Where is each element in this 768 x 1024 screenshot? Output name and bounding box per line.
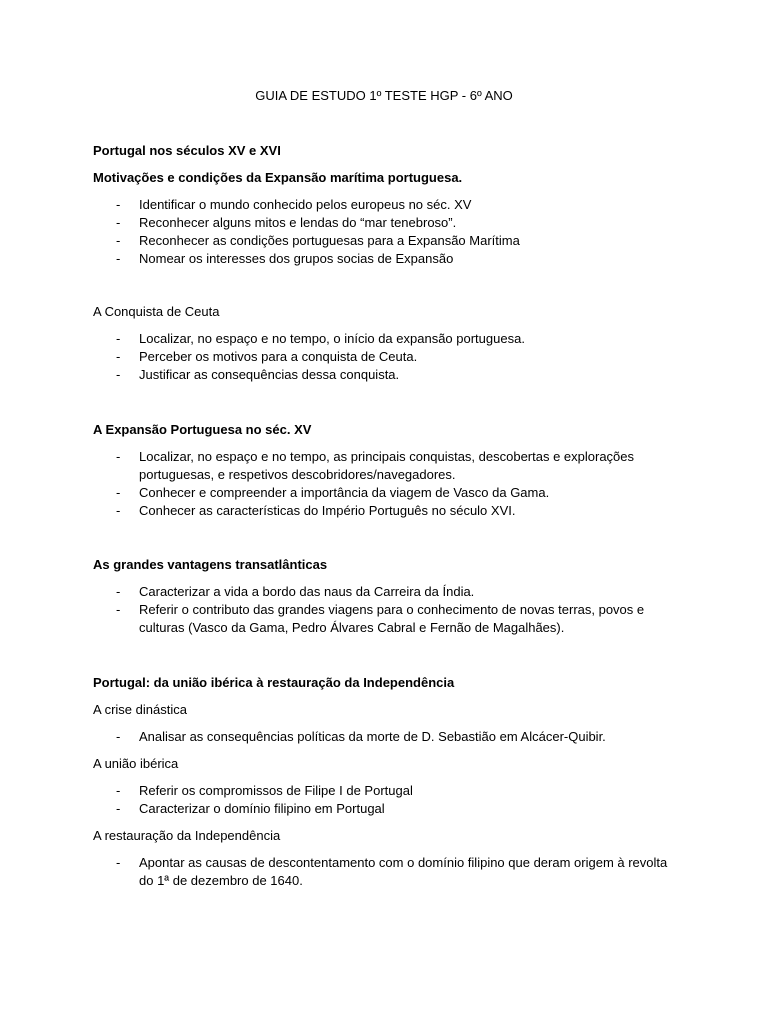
list-item: [93, 782, 688, 800]
dash-bullet: -: [116, 367, 121, 382]
list-item: [93, 484, 688, 502]
list-item-text: Nomear os interesses dos grupos socias de Expansão: [139, 251, 454, 266]
dash-bullet: -: [116, 197, 121, 212]
list-item-text: Conhecer as características do Império Português no século XVI.: [139, 503, 516, 518]
dash-bullet: -: [116, 215, 121, 230]
dash-bullet: -: [116, 602, 121, 617]
list-item: [93, 232, 688, 250]
bullet-list: [93, 782, 688, 818]
dash-bullet: -: [116, 251, 121, 266]
subsection-label: A restauração da Independência: [93, 828, 281, 843]
bullet-list: [93, 196, 688, 268]
list-item: [93, 583, 688, 601]
section-heading: As grandes vantagens transatlânticas: [93, 557, 328, 572]
list-item-text: Localizar, no espaço e no tempo, o início da expansão portuguesa.: [139, 331, 525, 346]
list-item-text-continued: culturas (Vasco da Gama, Pedro Álvares Cabral e Fernão de Magalhães).: [139, 620, 565, 635]
list-item: [93, 214, 688, 232]
bullet-list: [93, 448, 688, 520]
dash-bullet: -: [116, 449, 121, 464]
list-item: [93, 366, 688, 384]
dash-bullet: -: [116, 331, 121, 346]
list-item-text: Reconhecer alguns mitos e lendas do “mar tenebroso”.: [139, 215, 457, 230]
list-item-text: Caracterizar o domínio filipino em Portugal: [139, 801, 385, 816]
section-uniao-iberica-restauracao: [93, 674, 688, 890]
section-heading: Portugal nos séculos XV e XVI: [93, 143, 281, 158]
dash-bullet: -: [116, 349, 121, 364]
list-item-text: Conhecer e compreender a importância da viagem de Vasco da Gama.: [139, 485, 550, 500]
list-item-text: Identificar o mundo conhecido pelos europeus no séc. XV: [139, 197, 472, 212]
dash-bullet: -: [116, 729, 121, 744]
section-portugal-xv-xvi: [93, 142, 688, 268]
list-item-text: Referir os compromissos de Filipe I de Portugal: [139, 783, 413, 798]
dash-bullet: -: [116, 783, 121, 798]
section-expansao-xv: [93, 421, 688, 520]
section-heading: Portugal: da união ibérica à restauração da Independência: [93, 675, 455, 690]
list-item: [93, 448, 688, 484]
document-title: GUIA DE ESTUDO 1º TESTE HGP - 6º ANO: [255, 88, 513, 103]
list-item: [93, 502, 688, 520]
list-item-text: Justificar as consequências dessa conquista.: [139, 367, 400, 382]
section-vantagens-transatlanticas: [93, 556, 688, 637]
section-heading: A Conquista de Ceuta: [93, 304, 220, 319]
subsection-label: A crise dinástica: [93, 702, 187, 717]
list-item-text: Caracterizar a vida a bordo das naus da Carreira da Índia.: [139, 584, 475, 599]
list-item: [93, 800, 688, 818]
list-item-text-continued: do 1ª de dezembro de 1640.: [139, 873, 303, 888]
dash-bullet: -: [116, 584, 121, 599]
dash-bullet: -: [116, 801, 121, 816]
list-item: [93, 728, 688, 746]
bullet-list: [93, 583, 688, 637]
bullet-list: [93, 854, 688, 890]
section-subheading: Motivações e condições da Expansão marítima portuguesa.: [93, 170, 463, 185]
list-item: [93, 196, 688, 214]
list-item: [93, 250, 688, 268]
list-item-text: Localizar, no espaço e no tempo, as principais conquistas, descobertas e explorações: [139, 449, 635, 464]
list-item: [93, 601, 688, 637]
list-item-text: Analisar as consequências políticas da morte de D. Sebastião em Alcácer-Quibir.: [139, 729, 606, 744]
list-item-text: Apontar as causas de descontentamento com o domínio filipino que deram origem à revolta: [139, 855, 668, 870]
dash-bullet: -: [116, 503, 121, 518]
list-item: [93, 330, 688, 348]
subsection-label: A união ibérica: [93, 756, 179, 771]
dash-bullet: -: [116, 233, 121, 248]
section-heading: A Expansão Portuguesa no séc. XV: [93, 422, 312, 437]
list-item-text: Perceber os motivos para a conquista de Ceuta.: [139, 349, 418, 364]
list-item-text: Reconhecer as condições portuguesas para a Expansão Marítima: [139, 233, 520, 248]
bullet-list: [93, 728, 688, 746]
section-conquista-ceuta: [93, 303, 688, 384]
dash-bullet: -: [116, 855, 121, 870]
list-item-text-continued: portuguesas, e respetivos descobridores/navegadores.: [139, 467, 456, 482]
dash-bullet: -: [116, 485, 121, 500]
list-item: [93, 854, 688, 890]
list-item-text: Referir o contributo das grandes viagens para o conhecimento de novas terras, povos e: [139, 602, 645, 617]
list-item: [93, 348, 688, 366]
bullet-list: [93, 330, 688, 384]
